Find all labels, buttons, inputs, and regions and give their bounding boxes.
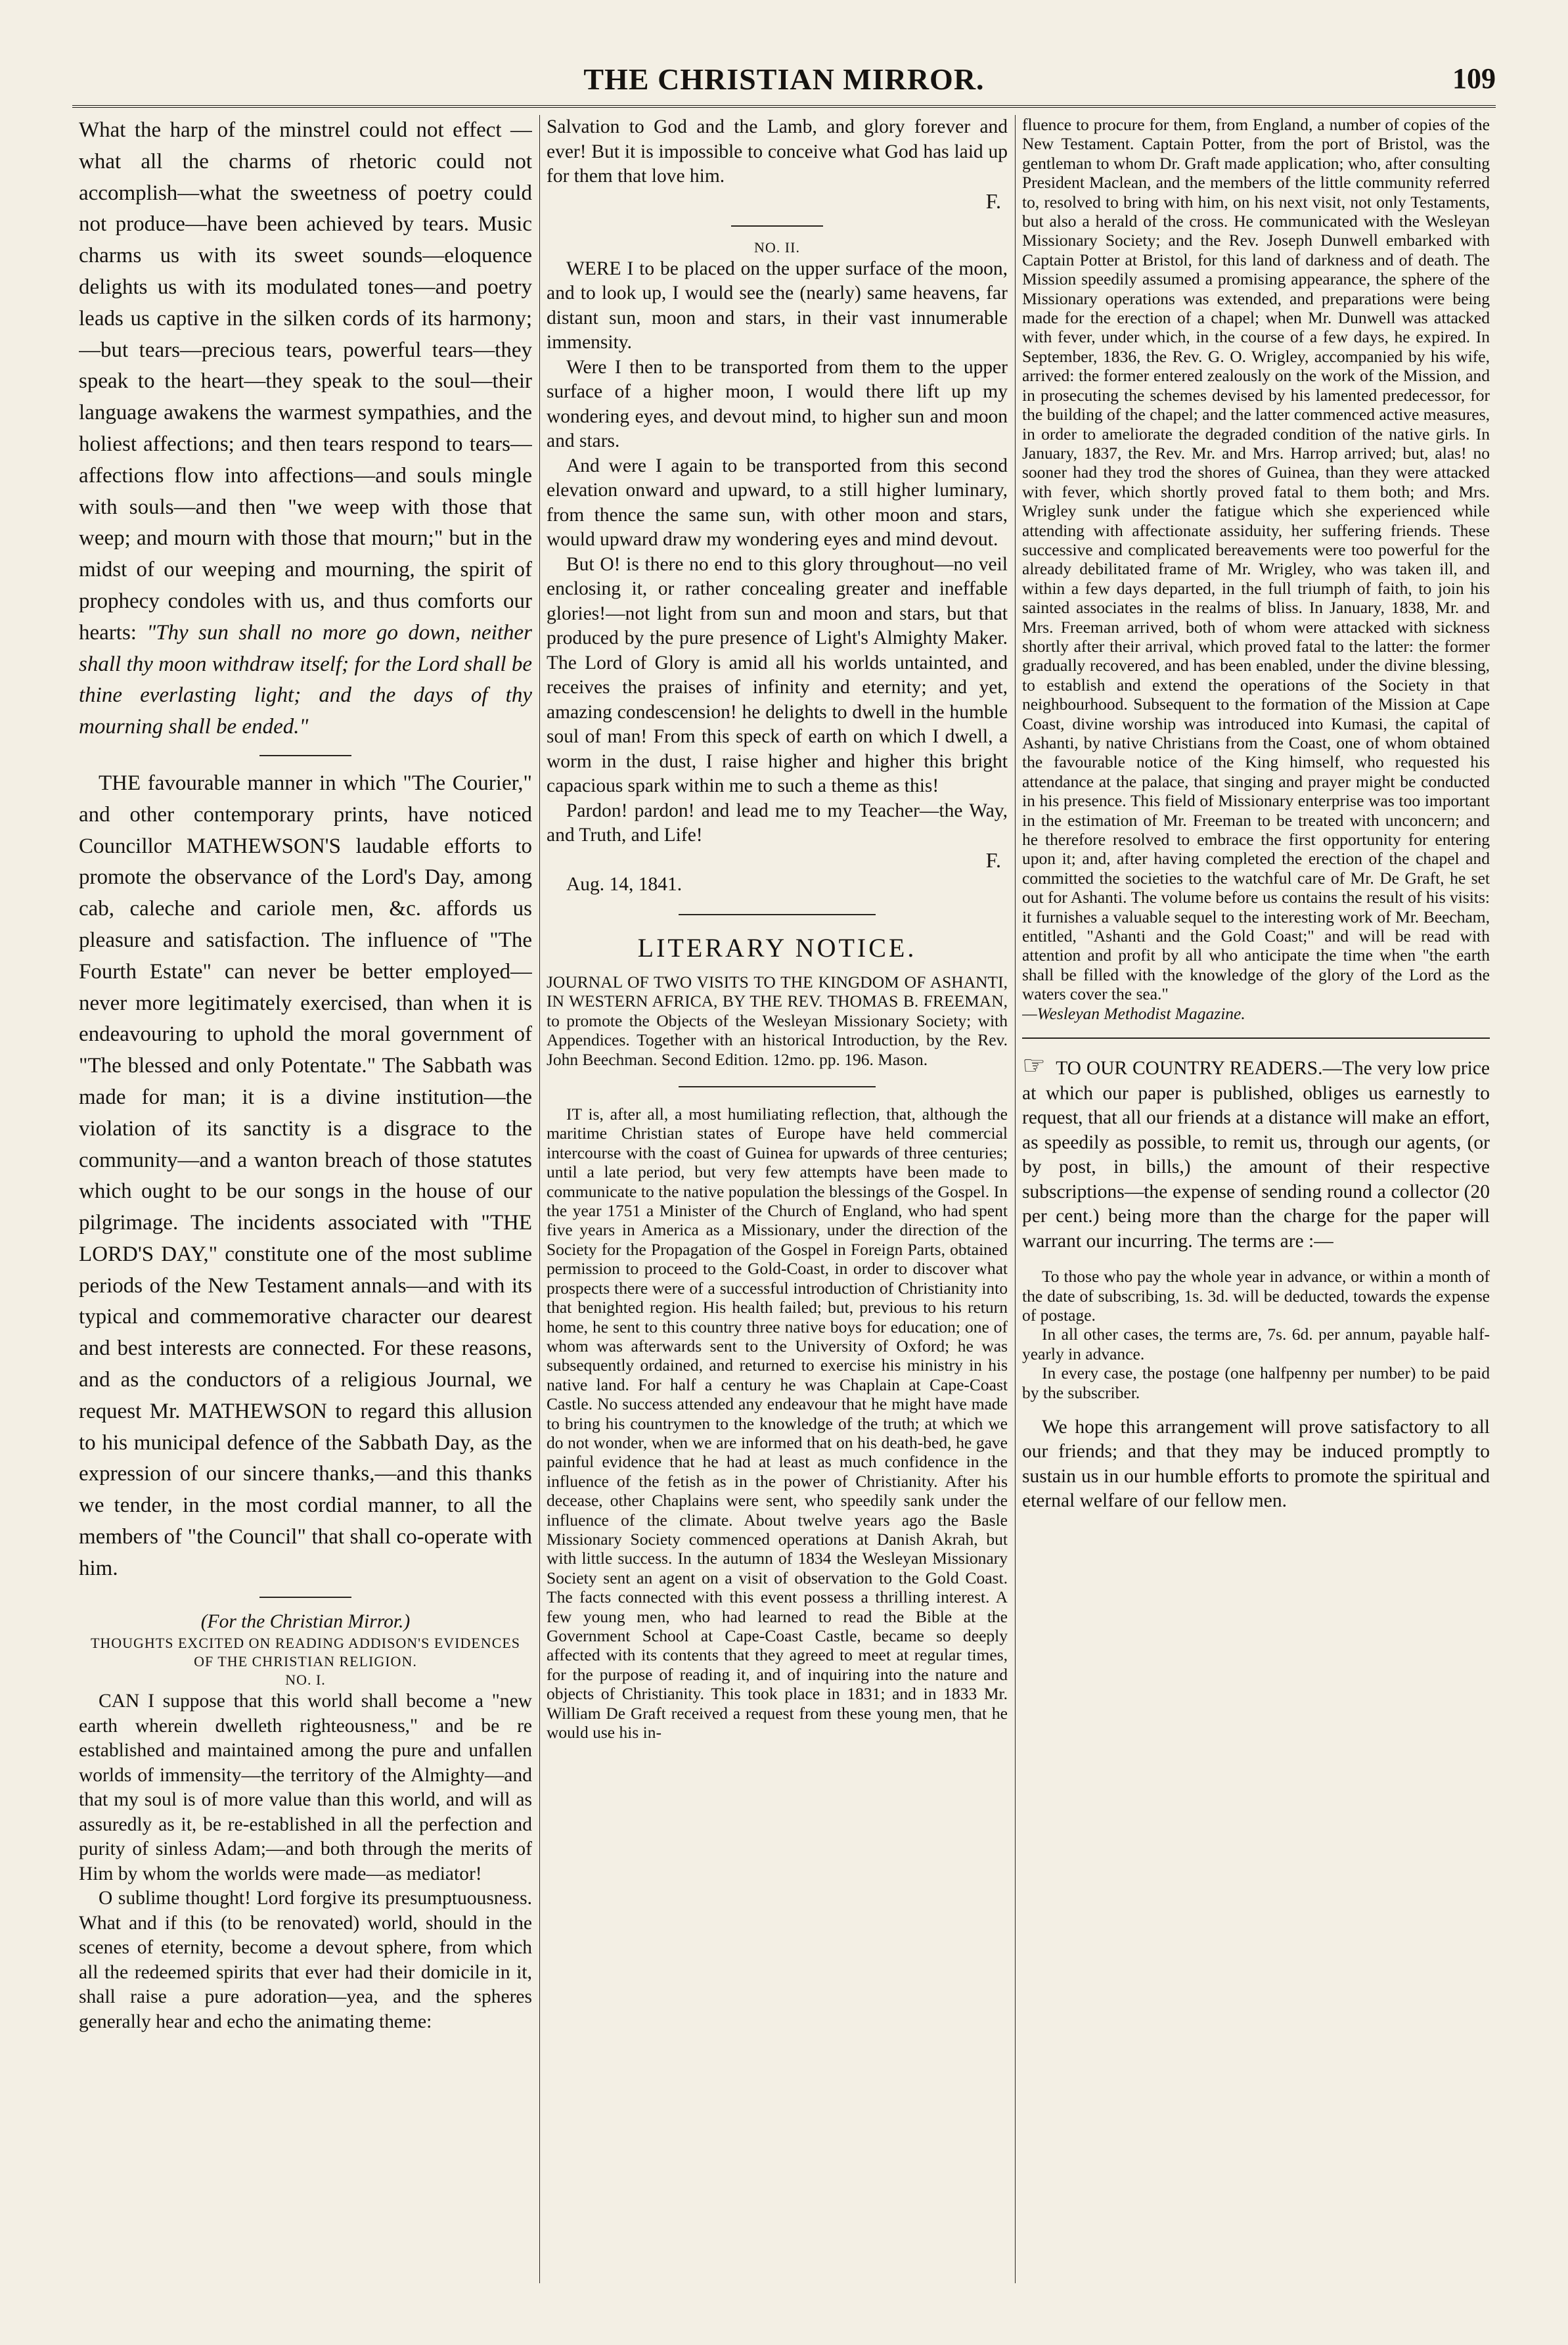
terms-advance: To those who pay the whole year in advance, or within a month of the date of subscribing, 1s. 3d. will be deducted, towards the expense of postage. [1022,1267,1490,1325]
pointing-hand-icon: ☞ [1022,1051,1046,1081]
divider [259,755,351,756]
thoughts-paragraph-1: CAN I suppose that this world shall become a "new earth wherein dwelleth righteousness," and be re established and maintained among the pure and unfallen worlds of immensity—the territory of the Almighty—and that my soul is of more value than this world, and will as assuredly as it, be re-established in all the perfection and purity of sinless Adam;—and both through the merits of Him by whom the worlds were made—as mediator! [79,1691,532,1884]
thoughts-paragraph-2: O sublime thought! Lord forgive its presumptuousness. What and if this (to be renovated) world, should in the scenes of eternity, become a devout sphere, from which all the redeemed spirits that ever had their domicile in it, shall raise a pure adoration—yea, and the spheres generally hear and echo the animating theme: [79,1888,532,2032]
column-rule-left [539,115,540,2283]
section-title: THOUGHTS EXCITED ON READING ADDISON'S EVIDENCES OF THE CHRISTIAN RELIGION. [90,1635,521,1670]
pardon-paragraph: Pardon! pardon! and lead me to my Teacher—the Way, and Truth, and Life! [547,800,1008,846]
masthead [72,59,1496,108]
glory-paragraph: But O! is there no end to this glory throughout—no veil enclosing it, or rather concealing greater and ineffable glories!—not light from sun and moon and stars, but that produced by the pure presence of Light's Almighty Maker. The Lord of Glory is amid all his worlds untainted, and receives the praises of infinity and eternity; and yet, amazing condescension! he delights to dwell in the humble soul of man! From this speck of earth on which I dwell, a worm in the dust, I raise higher and higher this bright capacious spark within me to such a theme as this! [547,553,1008,796]
review-source: —Wesleyan Methodist Magazine. [1022,1003,1245,1023]
page-number: 109 [1452,62,1496,95]
literary-notice-title: LITERARY NOTICE. [637,933,917,963]
divider [1022,1037,1490,1039]
signature-f-2: F. [985,848,1001,872]
terms-other: In all other cases, the terms are, 7s. 6d. per annum, payable half-yearly in advance. [1022,1325,1490,1363]
column-rule-right [1015,115,1016,2283]
column-2 [547,115,1008,2296]
divider [679,914,876,915]
country-readers-notice [1022,1053,1490,1254]
divider [731,225,823,227]
review-paragraph: IT is, after all, a most humiliating reflection, that, although the maritime Christian states of Europe have held commercial intercourse with the coast of Guinea for upwards of three centuries; until a late period, but very few attempts have been made to communicate to the native population the blessings of the Gospel. In the year 1751 a Minister of the Church of England, who had spent five years in America as a Missionary, under the direction of the Society for the Propagation of the Gospel in Foreign Parts, obtained permission to proceed to the Gold-Coast, in order to discover what prospects there were of a successful introduction of Christianity into that benighted region. His health failed; but, previous to his return home, he sent to this country three native boys for education; one of whom was afterwards sent to the University of Oxford; he was subsequently ordained, and returned to exercise his ministry in his native land. For half a century he was Chaplain at Cape-Coast Castle. No success attended any endeavour that he might have made to bring his countrymen to the knowledge of the truth; at which we do not wonder, when we are informed that on his death-bed, he gave painful evidence that he had at least as much confidence in the influence of the fetish as in the power of Christianity. After his decease, other Chaplains were sent, who speedily sank under the influence of the climate. About twelve years ago the Basle Missionary Society commenced operations at Danish Akrah, but with little success. In the autumn of 1834 the Wesleyan Missionary Society sent an agent on a visit of observation to the Gold Coast. The facts connected with this event possess a thrilling interest. A few young men, who had learned to read the Bible at the Government School at Cape-Coast Castle, became so deeply affected with its contents that they agreed to meet at regular times, for the purpose of reading it, and of inquiring into the nature and objects of Christianity. This took place in 1831; and in 1833 Mr. William De Graft received a request from these young men, that he would use his in- [547,1104,1008,1742]
credit-line: (For the Christian Mirror.) [200,1610,411,1632]
book-citation: JOURNAL OF TWO VISITS TO THE KINGDOM OF ASHANTI, IN WESTERN AFRICA, BY THE REV. THOMAS B. FREEMAN, to promote the Objects of the Wesleyan Missionary Society; with Appendices. Together with an historical Introduction, by the Rev. John Beechman. Second Edition. 12mo. pp. 196. Mason. [547,972,1008,1069]
salvation-paragraph: Salvation to God and the Lamb, and glory forever and ever! But it is impossible to conceive what God has laid up for them that love him. [547,116,1008,187]
higher-moon-paragraph: Were I then to be transported from them to the upper surface of a higher moon, I would there lift up my wondering eyes, and devout mind, to higher sun and moon and stars. [547,356,1008,451]
date-line: Aug. 14, 1841. [566,873,683,895]
divider [679,1086,876,1087]
signature-f: F. [985,189,1001,213]
divider [259,1597,351,1598]
closing-paragraph: We hope this arrangement will prove satisfactory to all our friends; and that they may be induced promptly to sustain us in our humble efforts to promote the spiritual and eternal welfare of our fellow men. [1022,1416,1490,1512]
column-1 [79,115,532,2283]
column-3 [1022,115,1490,2283]
terms-postage: In every case, the postage (one halfpenny per number) to be paid by the subscriber. [1022,1363,1490,1402]
review-continued: fluence to procure for them, from England, a number of copies of the New Testament. Captain Potter, from the port of Bristol, was the gentleman to whom Dr. Graft made application; who, after consulting President Maclean, and the members of the little community referred to, resolved to bring with him, on his next visit, not only Testaments, but also a herald of the cross. He communicated with the Wesleyan Missionary Society; and the Rev. Joseph Dunwell embarked with Captain Potter at Bristol, for this land of darkness and of death. The Mission speedily assumed a promising appearance, the sphere of the Missionary operations was extended, and preparations were being made for the erection of a chapel; when Mr. Dunwell was attacked with fever, under which, in the course of a few days, he expired. In September, 1836, the Rev. G. O. Wrigley, accompanied by his wife, arrived: the former entered zealously on the work of the Mission, and in prosecuting the schemes devised by his lamented predecessor, for the building of the chapel; and the latter commenced active measures, in order to ameliorate the degraded condition of the native girls. In January, 1837, the Rev. Mr. and Mrs. Harrop arrived; but, alas! no sooner had they trod the shores of Guinea, than they were attacked with fever, which shortly proved fatal to them both; and Mrs. Wrigley sunk under the fatigue which she experienced while attending with affectionate assiduity, her suffering friends. These successive and complicated bereavements were too powerful for the already debilitated frame of Mr. Wrigley, who was taken ill, and within a few days departed, in the full triumph of faith, to join his sainted associates in the realms of bliss. In January, 1838, Mr. and Mrs. Freeman arrived, both of whom were attacked with sickness shortly after their arrival, which proved fatal to the latter: the former gradually recovered, and has been enabled, under the divine blessing, to establish and extend the operations of the Society in that neighbourhood. Subsequent to the formation of the Mission at Cape Coast, divine worship was introduced into Kumasi, the capital of Ashanti, by native Christians from the Coast, one of whom obtained the favourable notice of the King himself, who requested his attendance at the palace, that singing and prayer might be conducted in his presence. This field of Missionary enterprise was too important in the estimation of Mr. Freeman to be treated with unconcern; and he therefore resolved to embrace the first opportunity for entering upon it; and, after having completed the erection of the chapel and committed the societies to the watchful care of Mr. De Graft, he set out for Ashanti. The volume before us contains the result of his visits: it furnishes a valuable sequel to the interesting work of Mr. Beecham, entitled, "Ashanti and the Gold Coast;" and will be read with attention and profit by all who anticipate the time when "the earth shall be filled with the knowledge of the glory of the Lord as the waters cover the sea." [1022,115,1490,1004]
tears-quote: "Thy sun shall no more go down, neither shall thy moon withdraw itself; for the Lord shall be thine everlasting light; and the days of thy mourning shall be ended." [79,620,532,739]
sabbath-paragraph: THE favourable manner in which "The Courier," and other contemporary prints, have noticed Councillor MATHEWSON'S laudable efforts to promote the observance of the Lord's Day, among cab, caleche and cariole men, &c. affords us pleasure and satisfaction. The influence of "The Fourth Estate" can never be better employed—never more legitimately exercised, than when it is endeavouring to uphold the moral government of "The blessed and only Potentate." The Sabbath was made for man; it is a divine institution—the violation of its sanctity is a disgrace to the community—and a wanton breach of those statutes which ought to be our songs in the house of our pilgrimage. The incidents associated with "THE LORD'S DAY," constitute one of the most sublime periods of the New Testament annals—and with its typical and commemorative character our dearest and best interests are connected. For these reasons, and as the conductors of a religious Journal, we request Mr. MATHEWSON to regard this allusion to his municipal defence of the Sabbath Day, as the expression of our sincere thanks,—and this thanks we tender, in the most cordial manner, to all the members of "the Council" that shall co-operate with him. [79,771,532,1580]
elevation-paragraph: And were I again to be transported from this second elevation onward and upward, to a still higher luminary, from thence the same sun, with other moon and stars, would upward draw my wondering eyes and mind devout. [547,455,1008,550]
section-number-2: NO. II. [754,239,800,256]
tears-paragraph [79,115,532,743]
country-readers-text: TO OUR COUNTRY READERS.—The very low price at which our paper is published, obliges us earnestly to request, that all our friends at a distance will make an effort, as speedily as possible, to remit us, through our agents, (or by post, in bills,) the amount of their respective subscriptions—the expense of sending round a collector (20 per cent.) being more than the charge for the paper will warrant our incurring. The terms are :— [1022,1058,1490,1252]
section-number: NO. I. [285,1672,326,1689]
page-title: THE CHRISTIAN MIRROR. [583,62,985,96]
tears-text: What the harp of the minstrel could not effect —what all the charms of rhetoric could not accomplish—what the sweetness of poetry could not produce—have been achieved by tears. Music charms us with its sweet sounds—eloquence delights us with its modulated tones—and poetry leads us captive in the silken cords of its harmony;—but tears—precious tears, powerful tears—they speak to the heart—they speak to the soul—their language awakens the warmest sympathies, and the holiest affections; and then tears respond to tears—affections flow into affections—and souls mingle with souls—and then "we weep with those that weep; and mourn with those that mourn;" but in the midst of our weeping and mourning, the spirit of prophecy condoles with us, and thus comforts our hearts: [79,118,532,645]
moon-paragraph: WERE I to be placed on the upper surface of the moon, and to look up, I would see the (nearly) same heavens, far distant sun, moon and stars, in their vast innumerable immensity. [547,258,1008,353]
